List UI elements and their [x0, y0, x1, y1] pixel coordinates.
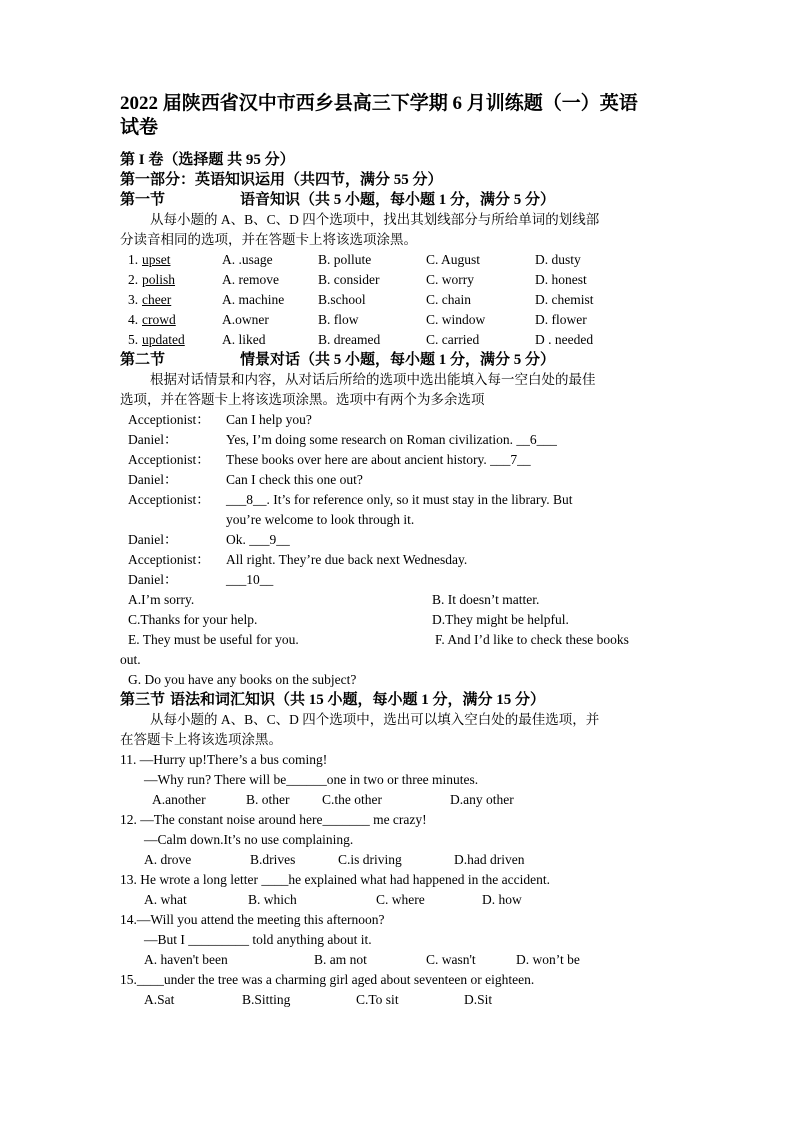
utterance: Can I check this one out? — [226, 472, 363, 487]
q14-reply: —But I _________ told anything about it. — [144, 932, 372, 947]
q11-options — [120, 790, 680, 810]
option-a: A. .usage — [222, 252, 273, 267]
option-d: D.had driven — [454, 852, 525, 867]
option-b: B. which — [248, 892, 297, 907]
dialog-line — [120, 410, 680, 430]
s1-instruction-1: 从每小题的 A、B、C、D 四个选项中，找出其划线部分与所给单词的划线部 — [150, 212, 600, 227]
exam-title-line1: 2022 届陕西省汉中市西乡县高三下学期 6 月训练题（一）英语 — [120, 93, 638, 114]
option-d: D. flower — [535, 312, 587, 327]
s1-label: 第一节 — [120, 192, 166, 208]
option-b: B. It doesn’t matter. — [432, 592, 540, 607]
option-d: D . needed — [535, 332, 594, 347]
option-a: A.Sat — [144, 992, 175, 1007]
speaker: Daniel： — [128, 432, 178, 447]
question-row — [120, 330, 680, 350]
utterance: Can I help you? — [226, 412, 312, 427]
s3-header — [120, 690, 680, 710]
option-b: B. dreamed — [318, 332, 381, 347]
s3-instruction-1: 从每小题的 A、B、C、D 四个选项中，选出可以填入空白处的最佳选项，并 — [150, 712, 600, 727]
q12-stem: 12. —The constant noise around here_______ me crazy! — [120, 812, 427, 827]
option-f-continued: out. — [120, 652, 141, 667]
option-row — [120, 590, 680, 610]
option-f: F. And I’d like to check these books — [435, 632, 629, 647]
s2-heading: 情景对话（共 5 小题，每小题 1 分，满分 5 分） — [240, 352, 556, 368]
q15-stem: 15.____under the tree was a charming girl aged about seventeen or eighteen. — [120, 972, 535, 987]
option-c: C.is driving — [338, 852, 402, 867]
option-b: B. pollute — [318, 252, 372, 267]
option-row — [120, 670, 680, 690]
speaker: Acceptionist： — [128, 552, 210, 567]
q-word: upset — [142, 252, 171, 267]
option-g: G. Do you have any books on the subject? — [128, 672, 357, 687]
utterance: you’re welcome to look through it. — [226, 512, 415, 527]
option-d: D. honest — [535, 272, 587, 287]
option-d: D. how — [482, 892, 522, 907]
option-a: A.owner — [222, 312, 269, 327]
dialog-line — [120, 490, 680, 510]
s1-instruction-2: 分读音相同的选项，并在答题卡上将该选项涂黑。 — [120, 232, 417, 247]
q13-options — [120, 890, 680, 910]
q12-reply: —Calm down.It’s no use complaining. — [144, 832, 354, 847]
speaker: Daniel： — [128, 572, 178, 587]
q-word: cheer — [142, 292, 172, 307]
question-row — [120, 310, 680, 330]
option-b: B.drives — [250, 852, 296, 867]
option-c: C. carried — [426, 332, 480, 347]
option-d: D.Sit — [464, 992, 493, 1007]
speaker: Acceptionist： — [128, 412, 210, 427]
option-a: A.another — [152, 792, 206, 807]
option-d: D.any other — [450, 792, 514, 807]
option-c: C. August — [426, 252, 481, 267]
option-a: A. what — [144, 892, 187, 907]
q-number: 1. — [128, 252, 139, 267]
question-row — [120, 270, 680, 290]
q11-reply: —Why run? There will be______one in two or three minutes. — [144, 772, 479, 787]
option-row — [120, 630, 680, 650]
s2-label: 第二节 — [120, 352, 166, 368]
option-a: A. liked — [222, 332, 266, 347]
dialog-line — [120, 450, 680, 470]
utterance: These books over here are about ancient history. ___7__ — [226, 452, 531, 467]
option-c: C. wasn't — [426, 952, 476, 967]
option-a: A. remove — [222, 272, 279, 287]
option-c: C.To sit — [356, 992, 399, 1007]
q-number: 4. — [128, 312, 139, 327]
utterance: All right. They’re due back next Wednesday. — [226, 552, 468, 567]
option-d: D. dusty — [535, 252, 581, 267]
s1-heading: 语音知识（共 5 小题，每小题 1 分，满分 5 分） — [240, 192, 556, 208]
option-a: A. haven't been — [144, 952, 228, 967]
speaker: Daniel： — [128, 532, 178, 547]
speaker: Acceptionist： — [128, 492, 210, 507]
exam-page — [120, 92, 680, 1010]
utterance: ___10__ — [226, 572, 274, 587]
s3-instruction-2: 在答题卡上将该选项涂黑。 — [120, 732, 282, 747]
option-a: A. machine — [222, 292, 285, 307]
s1-header — [120, 190, 680, 210]
part1-header: 第 I 卷（选择题 共 95 分） — [120, 152, 295, 168]
option-b: B.Sitting — [242, 992, 291, 1007]
option-b: B. other — [246, 792, 290, 807]
option-c: C.the other — [322, 792, 382, 807]
option-b: B. flow — [318, 312, 359, 327]
s3-heading: 语法和词汇知识（共 15 小题，每小题 1 分，满分 15 分） — [170, 692, 546, 708]
exam-title-line2: 试卷 — [120, 117, 159, 138]
option-row — [120, 610, 680, 630]
speaker: Daniel： — [128, 472, 178, 487]
section1-header: 第一部分：英语知识运用（共四节，满分 55 分） — [120, 172, 443, 188]
speaker: Acceptionist： — [128, 452, 210, 467]
question-row — [120, 250, 680, 270]
s2-instruction-1: 根据对话情景和内容，从对话后所给的选项中选出能填入每一空白处的最佳 — [150, 372, 596, 387]
option-b: B. am not — [314, 952, 367, 967]
option-b: B.school — [318, 292, 366, 307]
q14-options — [120, 950, 680, 970]
q11-stem: 11. —Hurry up!There’s a bus coming! — [120, 752, 328, 767]
option-a: A. drove — [144, 852, 192, 867]
option-d: D. chemist — [535, 292, 594, 307]
option-e: E. They must be useful for you. — [128, 632, 299, 647]
option-a: A.I’m sorry. — [128, 592, 195, 607]
option-c: C. window — [426, 312, 486, 327]
utterance: Ok. ___9__ — [226, 532, 290, 547]
q-word: updated — [142, 332, 185, 347]
utterance: Yes, I’m doing some research on Roman civilization. __6___ — [226, 432, 557, 447]
q-number: 5. — [128, 332, 139, 347]
s2-instruction-2: 选项，并在答题卡上将该选项涂黑。选项中有两个为多余选项 — [120, 392, 485, 407]
option-c: C.Thanks for your help. — [128, 612, 258, 627]
q14-stem: 14.—Will you attend the meeting this afternoon? — [120, 912, 385, 927]
option-c: C. worry — [426, 272, 474, 287]
dialog-line — [120, 430, 680, 450]
q13-stem: 13. He wrote a long letter ____he explained what had happened in the accident. — [120, 872, 550, 887]
option-d: D. won’t be — [516, 952, 580, 967]
dialog-line — [120, 530, 680, 550]
question-row — [120, 290, 680, 310]
q15-options — [120, 990, 680, 1010]
q12-options — [120, 850, 680, 870]
dialog-line — [120, 510, 680, 530]
dialog-line — [120, 470, 680, 490]
dialog-line — [120, 550, 680, 570]
s3-label: 第三节 — [120, 692, 166, 708]
q-word: crowd — [142, 312, 176, 327]
option-c: C. where — [376, 892, 425, 907]
q-number: 3. — [128, 292, 139, 307]
option-b: B. consider — [318, 272, 380, 287]
option-d: D.They might be helpful. — [432, 612, 569, 627]
q-number: 2. — [128, 272, 139, 287]
utterance: ___8__. It’s for reference only, so it must stay in the library. But — [226, 492, 573, 507]
q-word: polish — [142, 272, 176, 287]
dialog-line — [120, 570, 680, 590]
s2-header — [120, 350, 680, 370]
option-c: C. chain — [426, 292, 471, 307]
